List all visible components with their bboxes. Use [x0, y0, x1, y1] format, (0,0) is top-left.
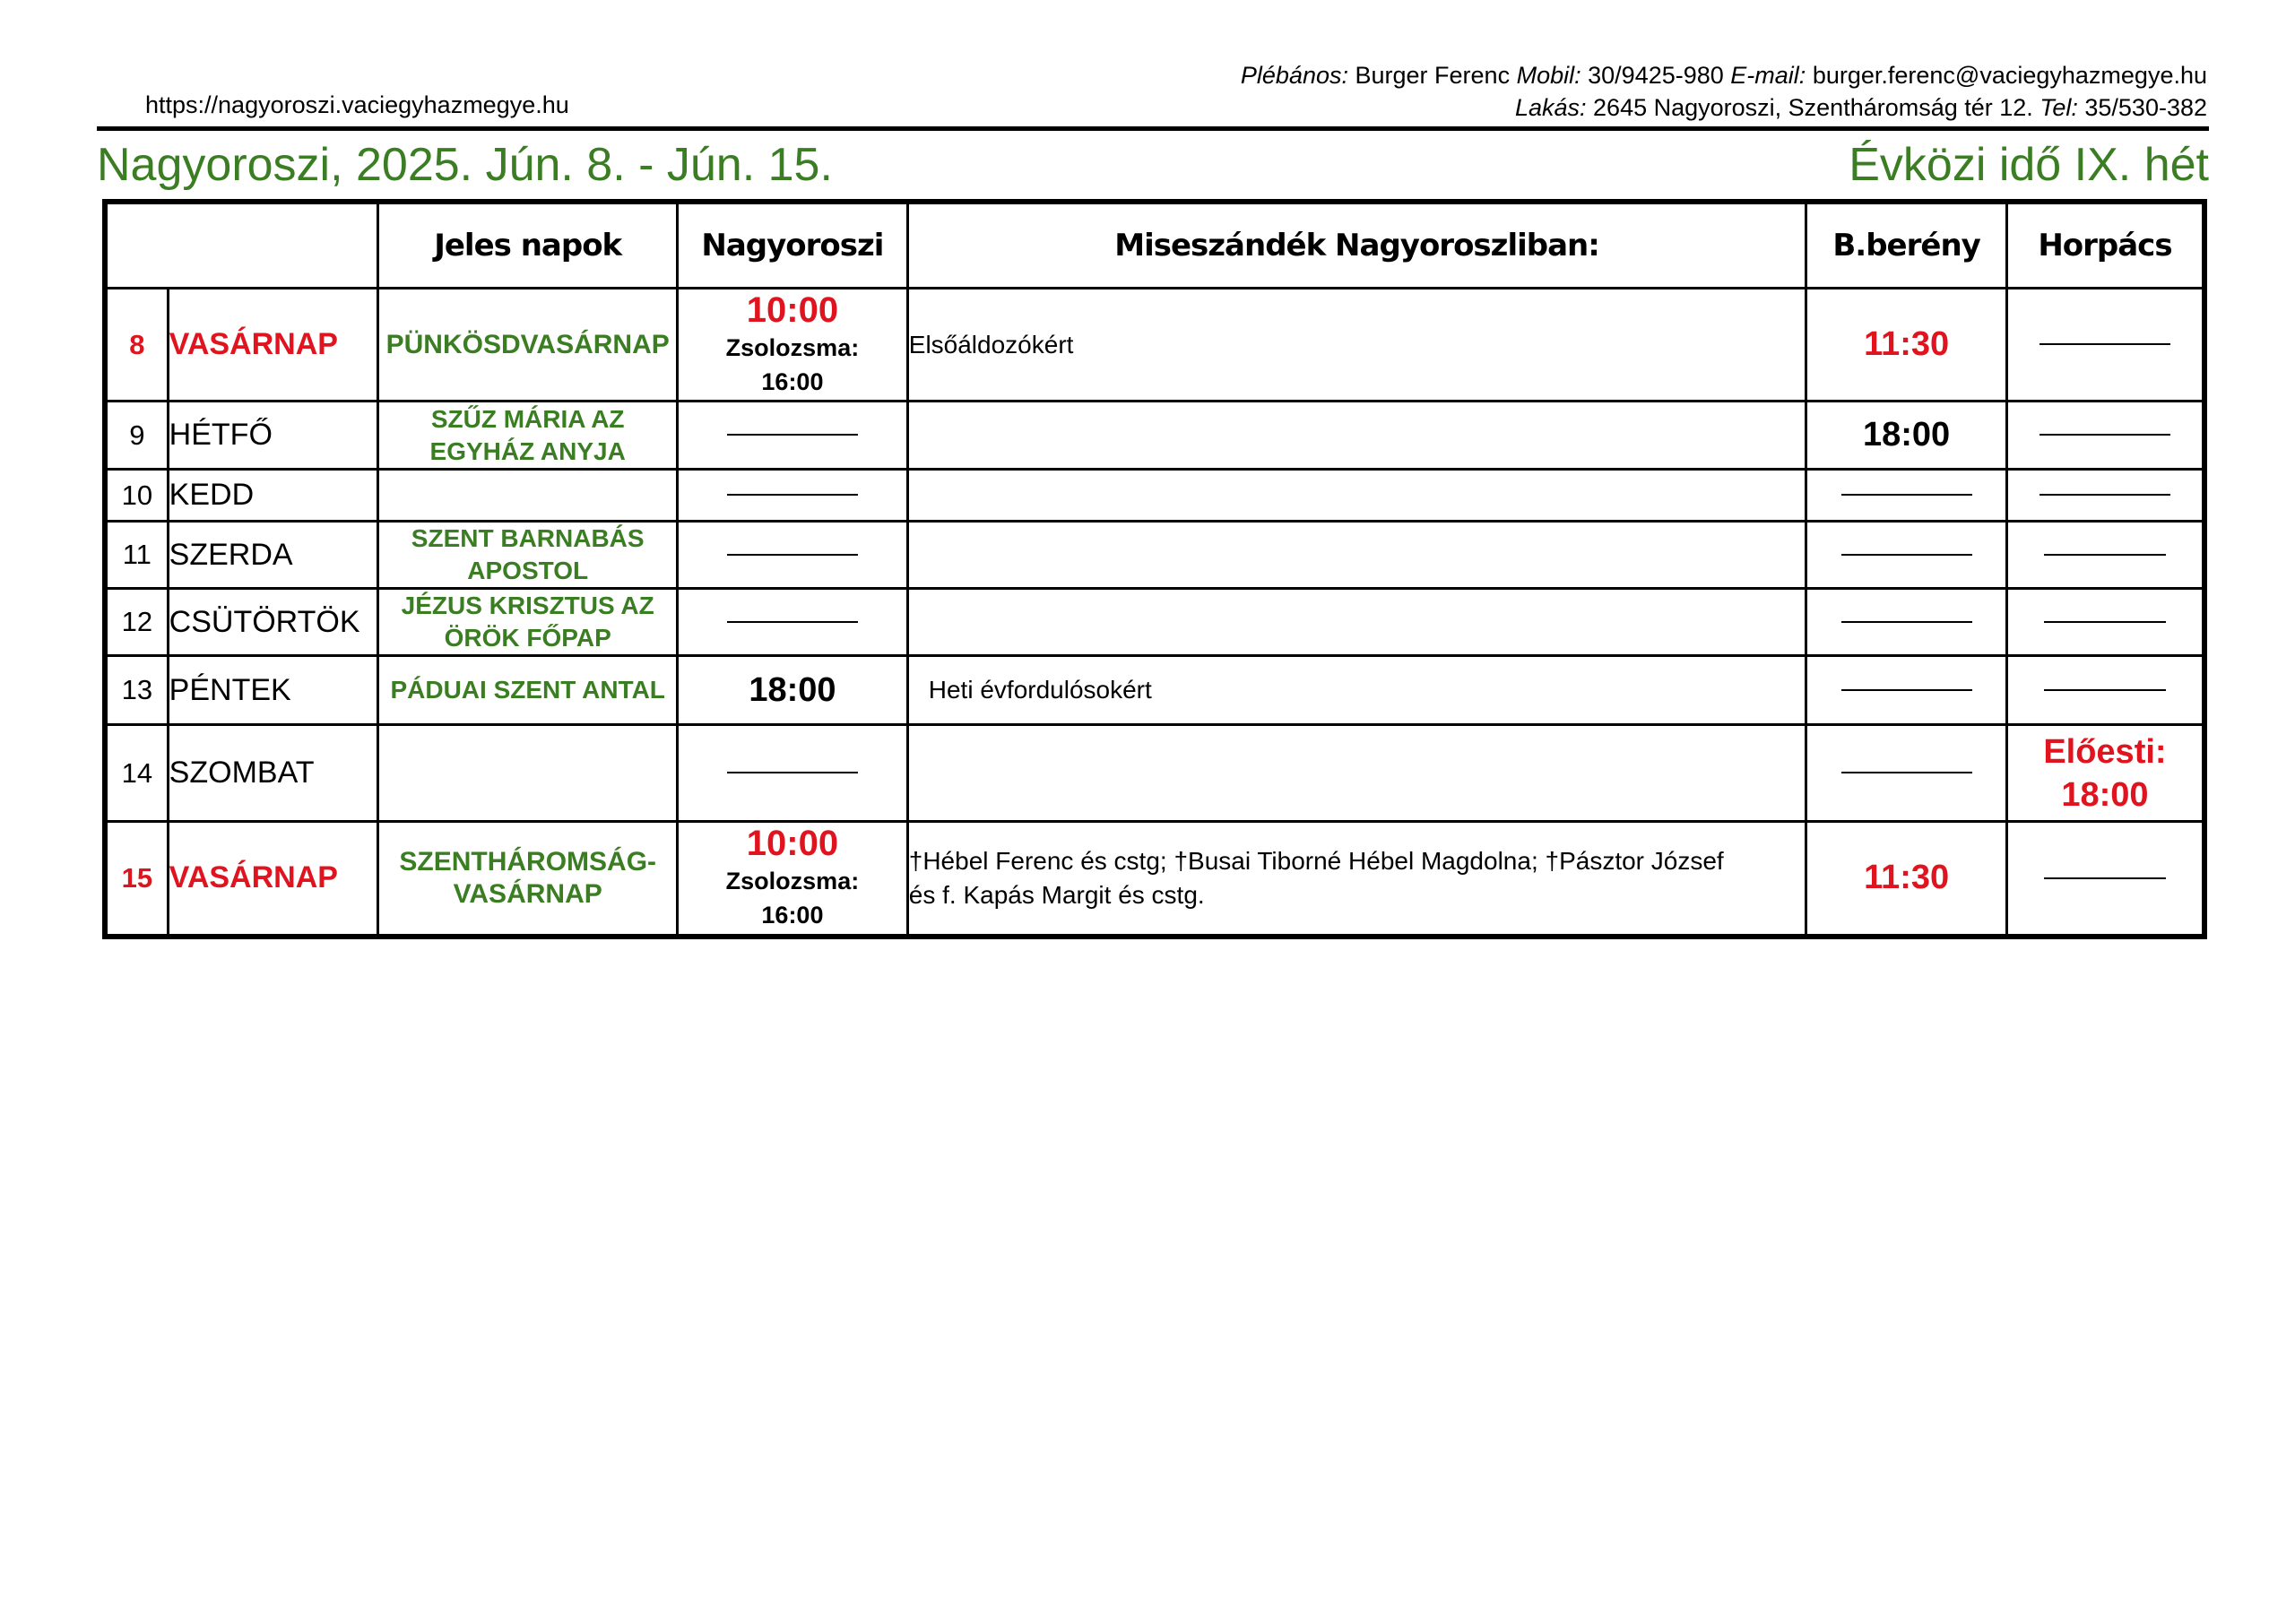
horpacs-cell: [2006, 470, 2204, 522]
no-mass-dash: [727, 434, 858, 436]
address: 2645 Nagyoroszi, Szentháromság tér 12.: [1593, 94, 2033, 121]
website-url[interactable]: https://nagyoroszi.vaciegyhazmegye.hu: [145, 91, 569, 118]
horpacs-cell: [2006, 725, 2204, 822]
mass-schedule-table: [102, 199, 2207, 939]
mass-time: 18:00: [678, 656, 908, 725]
phone-number: 35/530-382: [2084, 94, 2207, 121]
day-number: 11: [105, 522, 168, 589]
mass-intention: [907, 589, 1806, 656]
contact-block: [1241, 59, 2207, 124]
table-row: [105, 656, 2204, 725]
day-name: SZERDA: [168, 522, 378, 589]
horpacs-cell: [2006, 822, 2204, 937]
mass-intention: Heti évfordulósokért: [907, 656, 1806, 725]
phone-label: Tel:: [2040, 94, 2078, 121]
day-number: 10: [105, 470, 168, 522]
nagyoroszi-time-cell: [678, 822, 908, 937]
vigil-time: 18:00: [2061, 775, 2149, 814]
table-row: [105, 589, 2204, 656]
nagyoroszi-time-cell: [678, 589, 908, 656]
no-mass-dash: [1841, 554, 1972, 556]
vespers-label: Zsolozsma:: [725, 334, 860, 361]
bbereny-time: 11:30: [1806, 289, 2007, 402]
table-header-row: [105, 202, 2204, 289]
no-mass-dash: [2040, 434, 2170, 436]
no-mass-dash: [2044, 554, 2166, 556]
bbereny-cell: [1806, 470, 2007, 522]
horpacs-cell: [2006, 402, 2204, 470]
feast-name: SZENT BARNABÁS APOSTOL: [378, 522, 678, 589]
no-mass-dash: [727, 554, 858, 556]
vigil-label: Előesti:: [2043, 732, 2167, 771]
mass-intention: Elsőáldozókért: [907, 289, 1806, 402]
day-number: 15: [105, 822, 168, 937]
address-label: Lakás:: [1514, 94, 1587, 121]
pastor-label: Plébános:: [1240, 62, 1348, 89]
bbereny-cell: [1806, 725, 2007, 822]
no-mass-dash: [1841, 621, 1972, 623]
day-number: 13: [105, 656, 168, 725]
horpacs-cell: [2006, 656, 2204, 725]
nagyoroszi-time-cell: [678, 725, 908, 822]
contact-line-2: [1241, 91, 2207, 124]
horpacs-cell: [2006, 289, 2204, 402]
page-title: Nagyoroszi, 2025. Jún. 8. - Jún. 15.: [97, 139, 833, 191]
no-mass-dash: [2040, 494, 2170, 496]
horpacs-cell: [2006, 522, 2204, 589]
day-number: 8: [105, 289, 168, 402]
email-address[interactable]: burger.ferenc@vaciegyhazmegye.hu: [1812, 62, 2207, 89]
feast-name: SZENTHÁROMSÁG-VASÁRNAP: [378, 822, 678, 937]
table-row: [105, 470, 2204, 522]
mass-intention: [907, 402, 1806, 470]
no-mass-dash: [727, 621, 858, 623]
header-bbereny: B.berény: [1806, 202, 2007, 289]
day-name: KEDD: [168, 470, 378, 522]
no-mass-dash: [2044, 689, 2166, 691]
table-row: [105, 725, 2204, 822]
day-number: 12: [105, 589, 168, 656]
header-intentions: Miseszándék Nagyoroszliban:: [907, 202, 1806, 289]
no-mass-dash: [1841, 772, 1972, 773]
nagyoroszi-time-cell: [678, 522, 908, 589]
day-name: SZOMBAT: [168, 725, 378, 822]
day-number: 9: [105, 402, 168, 470]
mass-intention: [907, 470, 1806, 522]
nagyoroszi-time-cell: [678, 402, 908, 470]
header-divider: [97, 126, 2209, 131]
mass-intention: †Hébel Ferenc és cstg; †Busai Tiborné Hébel Magdolna; †Pásztor József és f. Kapás Margit és cstg.: [907, 822, 1806, 937]
horpacs-cell: [2006, 589, 2204, 656]
vespers-time: 16:00: [761, 368, 824, 395]
header-feast: Jeles napok: [378, 202, 678, 289]
vespers-label: Zsolozsma:: [725, 868, 860, 895]
mobile-label: Mobil:: [1516, 62, 1581, 89]
bbereny-cell: [1806, 522, 2007, 589]
liturgical-week: Évközi idő IX. hét: [1849, 139, 2209, 191]
feast-name: [378, 725, 678, 822]
mass-intention: [907, 522, 1806, 589]
no-mass-dash: [2040, 343, 2170, 345]
contact-line-1: [1241, 59, 2207, 91]
mass-intention: [907, 725, 1806, 822]
day-name: HÉTFŐ: [168, 402, 378, 470]
bbereny-time: 18:00: [1806, 402, 2007, 470]
feast-name: [378, 470, 678, 522]
header-horpacs: Horpács: [2006, 202, 2204, 289]
day-name: PÉNTEK: [168, 656, 378, 725]
day-name: CSÜTÖRTÖK: [168, 589, 378, 656]
feast-name: JÉZUS KRISZTUS AZ ÖRÖK FŐPAP: [378, 589, 678, 656]
table-row: [105, 402, 2204, 470]
no-mass-dash: [2044, 621, 2166, 623]
feast-name: PÁDUAI SZENT ANTAL: [378, 656, 678, 725]
header-day-cell: [105, 202, 378, 289]
pastor-name: Burger Ferenc: [1355, 62, 1511, 89]
no-mass-dash: [2044, 877, 2166, 879]
mass-time: 10:00: [746, 824, 839, 864]
no-mass-dash: [727, 494, 858, 496]
nagyoroszi-time-cell: [678, 470, 908, 522]
bbereny-time: 11:30: [1806, 822, 2007, 937]
no-mass-dash: [1841, 494, 1972, 496]
bbereny-cell: [1806, 589, 2007, 656]
mass-time: 10:00: [746, 290, 839, 330]
email-label: E-mail:: [1730, 62, 1806, 89]
day-name: VASÁRNAP: [168, 289, 378, 402]
header-nagyoroszi: Nagyoroszi: [678, 202, 908, 289]
vespers-time: 16:00: [761, 902, 824, 929]
table-row: [105, 522, 2204, 589]
feast-name: PÜNKÖSDVASÁRNAP: [378, 289, 678, 402]
table-row: [105, 822, 2204, 937]
day-number: 14: [105, 725, 168, 822]
day-name: VASÁRNAP: [168, 822, 378, 937]
no-mass-dash: [727, 772, 858, 773]
bbereny-cell: [1806, 656, 2007, 725]
nagyoroszi-time-cell: [678, 289, 908, 402]
table-row: [105, 289, 2204, 402]
feast-name: SZŰZ MÁRIA AZ EGYHÁZ ANYJA: [378, 402, 678, 470]
mobile-number: 30/9425-980: [1588, 62, 1724, 89]
no-mass-dash: [1841, 689, 1972, 691]
